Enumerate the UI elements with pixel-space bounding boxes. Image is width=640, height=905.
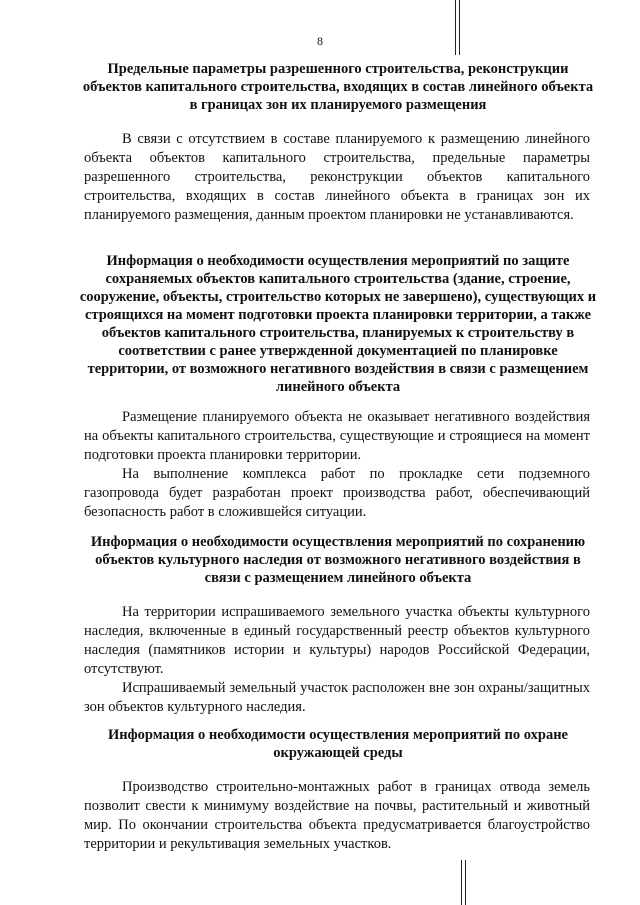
section-3-paragraph-2: Испрашиваемый земельный участок расположен вне зон охраны/защитных зон объектов культурного наследия. — [84, 680, 590, 715]
section-2-heading: Информация о необходимости осуществления мероприятий по защите сохраняемых объектов капитального строительства (здание, строение, сооружение, объекты, строительство которых не завершено), существующих и строящихся на момент подготовки проекта планировки территории, а также объектов капитального строительства, планируемых к строительству в соответствии с ранее утвержденной документацией по планировке территории, от возможного негативного воздействия в связи с размещением линейного объекта — [79, 253, 597, 395]
scan-artifact-line — [461, 860, 462, 905]
section-3-heading: Информация о необходимости осуществления мероприятий по сохранению объектов культурного наследия от возможного негативного воздействия в связи с размещением линейного объекта — [90, 534, 586, 586]
page-number: 8 — [317, 34, 323, 48]
section-4-paragraph-1: Производство строительно-монтажных работ в границах отвода земель позволит свести к минимуму воздействие на почвы, растительный и животный мир. По окончании строительства объекта предусматривается благоустройство территории и рекультивация земельных участков. — [84, 779, 590, 852]
section-4-heading: Информация о необходимости осуществления мероприятий по охране окружающей среды — [108, 727, 568, 761]
section-2-paragraph-1: Размещение планируемого объекта не оказывает негативного воздействия на объекты капитального строительства, существующие и строящиеся на момент подготовки проекта планировки территории. — [84, 409, 590, 463]
section-3-paragraph-1: На территории испрашиваемого земельного участка объекты культурного наследия, включенные в единый государственный реестр объектов культурного наследия (памятников истории и культуры) народов Российской Федерации, отсутствуют. — [84, 604, 590, 677]
scan-artifact-line — [465, 860, 466, 905]
section-1-paragraph-1: В связи с отсутствием в составе планируемого к размещению линейного объекта объектов капитального строительства, предельные параметры разрешенного строительства, реконструкции объектов капитального строительства, входящих в состав линейного объекта в границах зон их планируемого размещения, данным проектом планировки не устанавливаются. — [84, 131, 590, 223]
section-1-heading: Предельные параметры разрешенного строительства, реконструкции объектов капитального строительства, входящих в состав линейного объекта в границах зон их планируемого размещения — [82, 61, 594, 113]
section-2-paragraph-2: На выполнение комплекса работ по прокладке сети подземного газопровода будет разработан проект производства работ, обеспечивающий безопасность работ в сложившейся ситуации. — [84, 466, 590, 520]
